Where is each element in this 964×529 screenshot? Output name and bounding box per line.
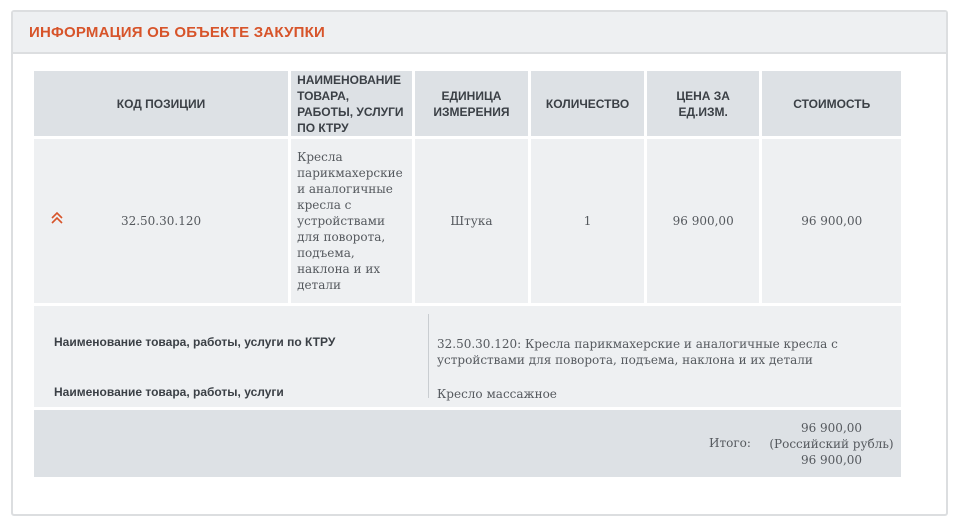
item-name-label: Наименование товара, работы, услуги	[54, 385, 284, 399]
header-cost: СТОИМОСТЬ	[762, 71, 901, 136]
cell-price: 96 900,00	[647, 139, 760, 303]
table-header-row	[34, 71, 901, 136]
header-unit: ЕДИНИЦА ИЗМЕРЕНИЯ	[415, 71, 529, 136]
section-title: ИНФОРМАЦИЯ ОБ ОБЪЕКТЕ ЗАКУПКИ	[29, 23, 325, 41]
ktru-name-value: 32.50.30.120: Кресла парикмахерские и аналогичные кресла с устройствами для поворота, подъема, наклона и их детали	[437, 337, 838, 367]
cell-unit: Штука	[415, 139, 529, 303]
header-name: НАИМЕНОВАНИЕ ТОВАРА, РАБОТЫ, УСЛУГИ ПО КТРУ	[291, 71, 412, 136]
cell-quantity: 1	[531, 139, 644, 303]
total-label: Итого:	[709, 436, 751, 450]
item-name-value: Кресло массажное	[437, 387, 557, 401]
total-amount: 96 900,00	[800, 421, 863, 435]
table-row	[34, 139, 901, 303]
details-divider	[428, 314, 429, 398]
header-code: КОД ПОЗИЦИИ	[34, 71, 288, 136]
header-quantity: КОЛИЧЕСТВО	[531, 71, 644, 136]
total-block	[34, 410, 901, 477]
chevrons-up-icon[interactable]	[50, 211, 64, 225]
cell-code	[34, 139, 288, 303]
cell-name: Кресла парикмахерские и аналогичные кресла с устройствами для поворота, подъема, наклона и их детали	[291, 139, 412, 303]
header-price: ЦЕНА ЗА ЕД.ИЗМ.	[647, 71, 760, 136]
panel-header	[13, 12, 946, 54]
details-block	[34, 306, 901, 407]
position-code: 32.50.30.120	[120, 214, 202, 228]
ktru-name-label: Наименование товара, работы, услуги по КТРУ	[54, 335, 336, 349]
total-amount-2: 96 900,00	[800, 453, 863, 467]
total-values	[769, 420, 894, 468]
cell-cost: 96 900,00	[762, 139, 901, 303]
total-currency: (Российский рубль)	[769, 437, 894, 451]
